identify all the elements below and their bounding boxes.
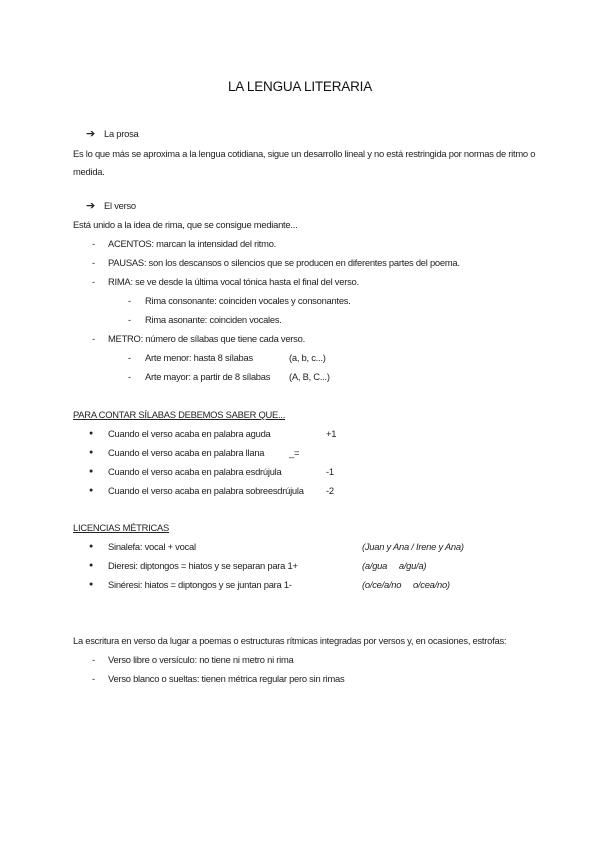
arte-menor-note: (a, b, c...): [289, 352, 326, 363]
escritura-intro: La escritura en verso da lugar a poemas o estructuras rítmicas integradas por versos y, en ocasiones, estrofas:: [73, 635, 507, 646]
dash-bullet: -: [92, 276, 95, 287]
silabas-value-esdrujula: -1: [326, 466, 334, 477]
arrow-icon: ➔: [86, 128, 95, 140]
silabas-value-sobreesdrujula: -2: [326, 485, 334, 496]
dot-bullet: ●: [89, 581, 93, 588]
rima-asonante: Rima asonante: coinciden vocales.: [145, 314, 282, 325]
silabas-item-llana: Cuando el verso acaba en palabra llana: [108, 447, 265, 458]
dash-bullet: -: [92, 654, 95, 665]
escritura-item-libre: Verso libre o versículo: no tiene ni metro ni rima: [108, 654, 294, 665]
rima-consonante: Rima consonante: coinciden vocales y consonantes.: [145, 295, 351, 306]
licencia-dieresi: Dieresi: diptongos = hiatos y se separan para 1+: [108, 560, 298, 571]
licencia-sineresi-example: (o/ce/a/no o/cea/no): [362, 579, 450, 590]
escritura-item-blanco: Verso blanco o sueltas: tienen métrica regular pero sin rimas: [108, 673, 345, 684]
arte-mayor-note: (A, B, C...): [289, 371, 330, 382]
prosa-heading: La prosa: [104, 128, 139, 139]
licencias-heading: LICENCIAS MÉTRICAS: [73, 522, 170, 533]
dash-bullet: -: [92, 333, 95, 344]
verso-item-rima: RIMA: se ve desde la última vocal tónica hasta el final del verso.: [108, 276, 359, 287]
licencia-dieresi-example: (a/gua a/gu/a): [362, 560, 427, 571]
dash-bullet: -: [128, 295, 131, 306]
arte-mayor-label: Arte mayor: a partir de 8 sílabas: [145, 371, 271, 382]
dot-bullet: ●: [89, 487, 93, 494]
silabas-value-llana: _=: [289, 447, 300, 458]
page-title: LA LENGUA LITERARIA: [227, 79, 372, 94]
verso-item-acentos: ACENTOS: marcan la intensidad del ritmo.: [108, 238, 277, 249]
dash-bullet: -: [92, 673, 95, 684]
verso-intro: Está unido a la idea de rima, que se consigue mediante...: [73, 219, 298, 230]
dash-bullet: -: [92, 257, 95, 268]
dot-bullet: ●: [89, 562, 93, 569]
dot-bullet: ●: [89, 468, 93, 475]
silabas-item-sobreesdrujula: Cuando el verso acaba en palabra sobreesdrújula: [108, 485, 304, 496]
dash-bullet: -: [128, 352, 131, 363]
dash-bullet: -: [92, 238, 95, 249]
prosa-body-line1: Es lo que más se aproxima a la lengua cotidiana, sigue un desarrollo lineal y no está restringida por normas de ritmo o: [73, 148, 536, 159]
licencia-sineresi: Sinéresi: hiatos = diptongos y se juntan para 1-: [108, 579, 292, 590]
arte-menor-label: Arte menor: hasta 8 sílabas: [145, 352, 253, 363]
silabas-item-aguda: Cuando el verso acaba en palabra aguda: [108, 428, 271, 439]
silabas-heading: PARA CONTAR SÍLABAS DEBEMOS SABER QUE...: [73, 409, 286, 420]
licencia-sinalefa-example: (Juan y Ana / Irene y Ana): [362, 541, 464, 552]
verso-item-pausas: PAUSAS: son los descansos o silencios que se producen en diferentes partes del poema.: [108, 257, 460, 268]
dot-bullet: ●: [89, 543, 93, 550]
licencia-sinalefa: Sinalefa: vocal + vocal: [108, 541, 196, 552]
dash-bullet: -: [128, 314, 131, 325]
silabas-value-aguda: +1: [326, 428, 337, 439]
dot-bullet: ●: [89, 449, 93, 456]
arrow-icon: ➔: [86, 200, 95, 212]
dash-bullet: -: [128, 371, 131, 382]
dot-bullet: ●: [89, 430, 93, 437]
prosa-body-line2: medida.: [73, 166, 105, 177]
verso-heading: El verso: [104, 200, 136, 211]
verso-item-metro: METRO: número de sílabas que tiene cada verso.: [108, 333, 305, 344]
silabas-item-esdrujula: Cuando el verso acaba en palabra esdrújula: [108, 466, 282, 477]
